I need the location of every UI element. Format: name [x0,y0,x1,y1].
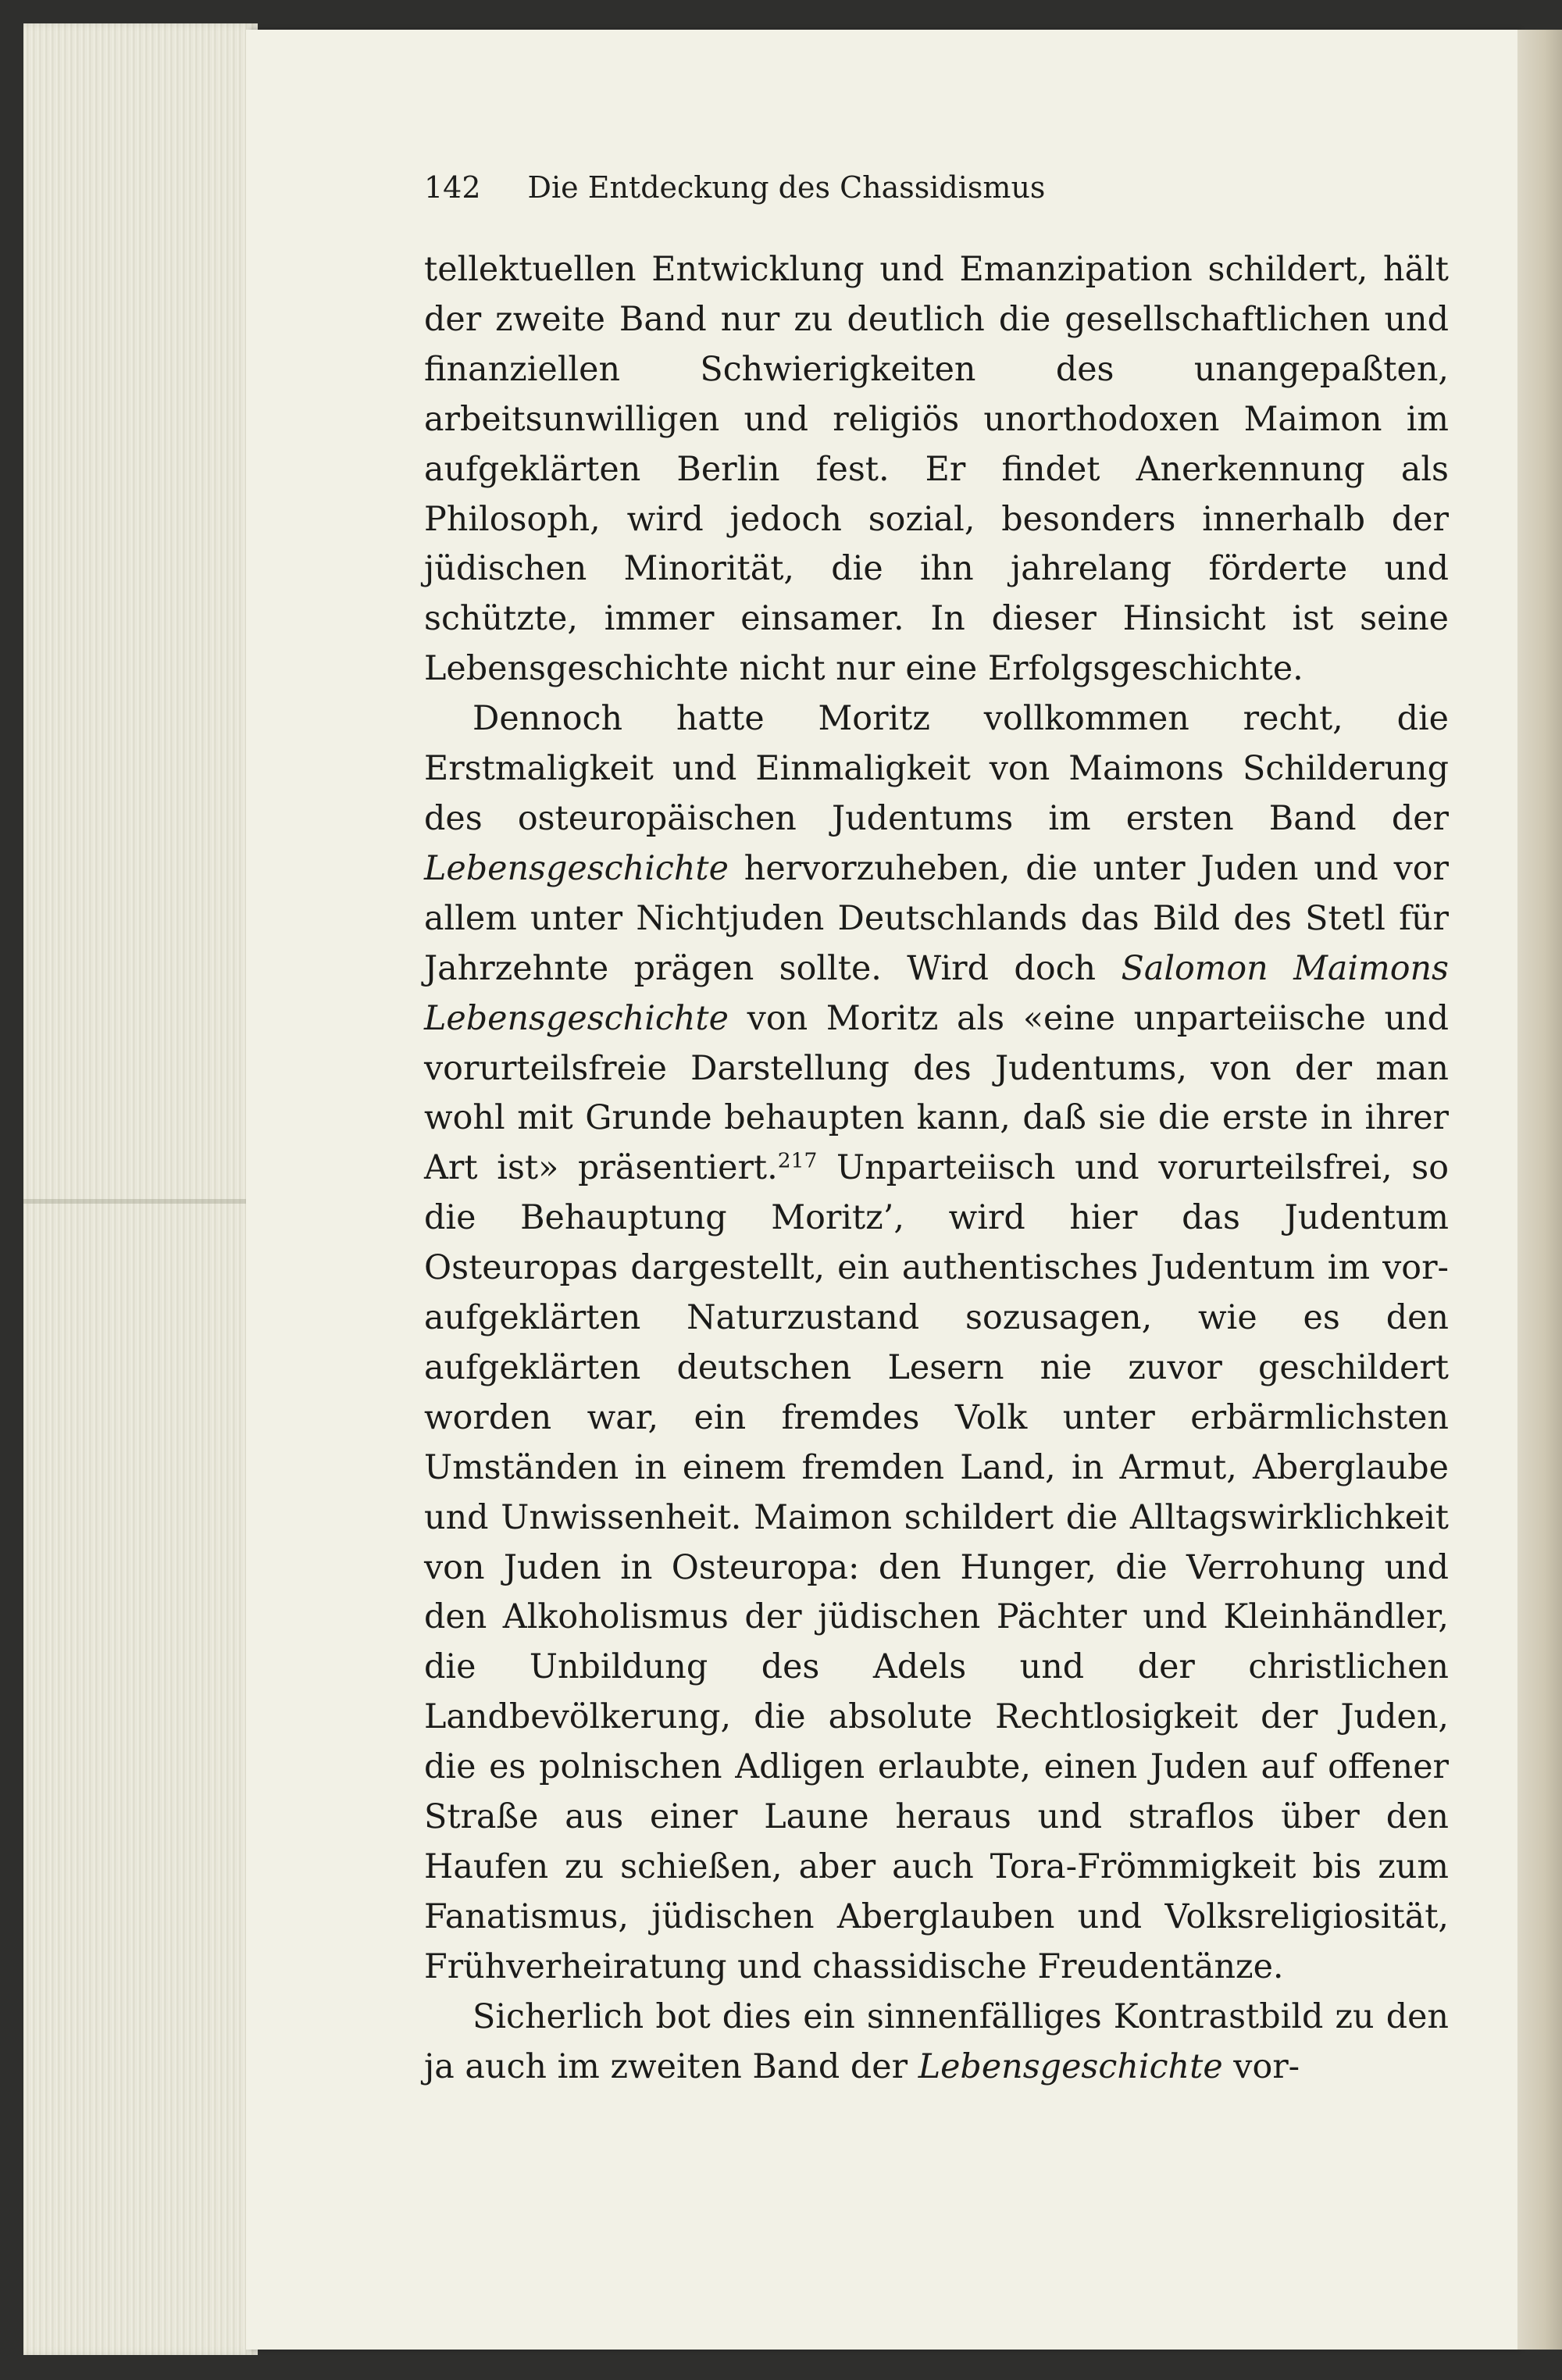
text-run: hervorzuheben, die unter Juden und vor allem unter Nichtjuden Deutschlands das Bild des Stetl für Jahrzehnte prägen sollte. Wird doch [424,848,1449,988]
text-run: Unparteiisch und vorurteilsfrei, so die Behauptung Moritz’, wird hier das Judentum Osteuropas dargestellt, ein authentisches Judentum im vor-aufgeklärten Naturzustand sozusagen, wie es den aufgeklärten deutschen Lesern nie zuvor geschildert worden war, ein fremdes Volk unter erbärmlichsten Umständen in einem fremden Land, in Armut, Aberglaube und Unwissenheit. Maimon schildert die Alltagswirklichkeit von Juden in Osteuropa: den Hunger, die Verrohung und den Alkoholismus der jüdischen Pächter und Kleinhändler, die Unbildung des Adels und der christlichen Landbevölkerung, die absolute Rechtlosigkeit der Juden, die es polnischen Adligen erlaubte, einen Juden auf offener Straße aus einer Laune heraus und straflos über den Haufen zu schießen, aber auch Tora-Frömmigkeit bis zum Fanatismus, jüdischen Aberglauben und Volksreligiosität, Frühverheiratung und chassidische Freudentänze. [424,1148,1449,1986]
paragraph [424,694,1449,1993]
paragraph [424,1993,1449,2093]
italic-title: Lebensgeschichte [424,848,729,888]
body-text [424,245,1449,2093]
paragraph [424,245,1449,694]
book-right-edge [1517,30,1562,2350]
text-run: von Moritz als «eine unparteiische und vorurteilsfreie Darstellung des Judentums, von der man wohl mit Grunde behaupten kann, daß sie die erste in ihrer Art ist» präsentiert. [424,998,1449,1188]
text-run: vor- [1222,2046,1300,2086]
book-page-edges [23,23,258,2355]
footnote-ref: 217 [777,1148,818,1173]
running-header [424,170,1045,205]
running-title: Die Entdeckung des Chassidismus [527,170,1046,205]
text-run: Dennoch hatte Moritz vollkommen recht, die Erstmaligkeit und Einmaligkeit von Maimons Schilderung des osteuropäischen Judentums im ersten Band der [424,699,1449,838]
text-run: tellektuellen Entwicklung und Emanzipation schildert, hält der zweite Band nur zu deutlich die gesellschaftlichen und finanziellen Schwierigkeiten des unangepaßten, arbeitsunwilligen und religiös unorthodoxen Maimon im aufgeklärten Berlin fest. Er findet Anerkennung als Philosoph, wird jedoch sozial, besonders innerhalb der jüdischen Minorität, die ihn jahrelang förderte und schützte, immer einsamer. In dieser Hinsicht ist seine Lebensgeschichte nicht nur eine Erfolgsgeschichte. [424,250,1449,689]
page-number: 142 [424,170,481,205]
italic-title: Lebensgeschichte [918,2046,1223,2086]
text-run: Sicherlich bot dies ein sinnenfälliges Kontrastbild zu den ja auch im zweiten Band der [424,1996,1449,2086]
italic-title: Salomon Maimons Lebensgeschichte [424,948,1449,1038]
